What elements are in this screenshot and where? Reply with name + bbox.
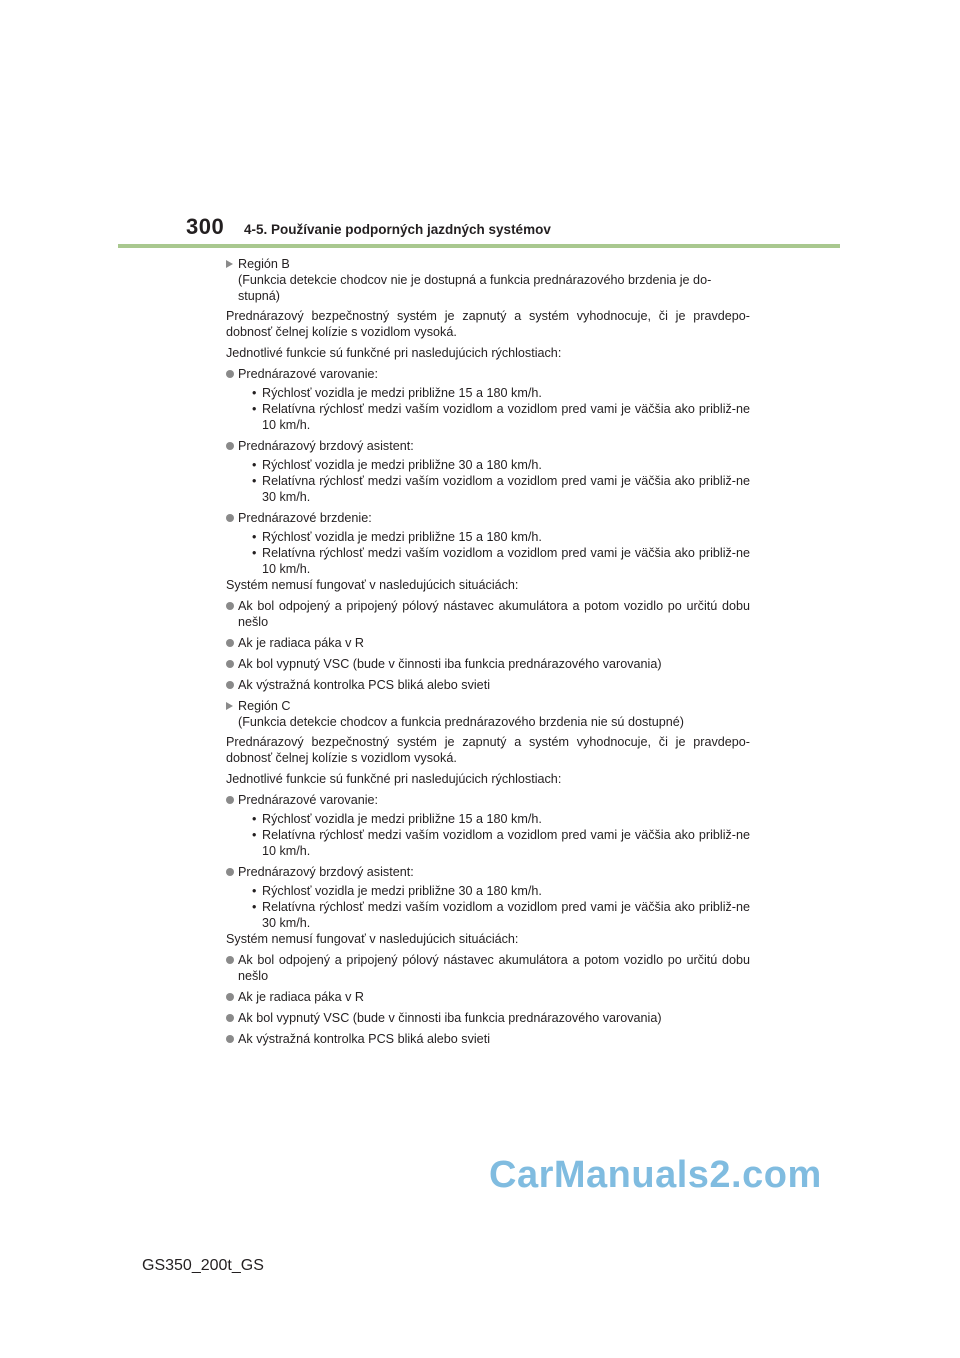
header-rule — [118, 244, 840, 248]
condition-text: Rýchlosť vozidla je medzi približne 15 a 180 km/h. — [262, 530, 542, 544]
speeds-lead: Jednotlivé funkcie sú funkčné pri nasledujúcich rýchlostiach: — [226, 772, 562, 786]
bullet-dot-icon — [226, 993, 234, 1001]
condition-item: • Relatívna rýchlosť medzi vaším vozidlom a vozidlom pred vami je väčšia ako približ-ne 30 km/h. — [252, 474, 750, 504]
function-name: Prednárazové varovanie: — [238, 367, 379, 381]
bullet-dot-icon — [226, 956, 234, 964]
situation-item — [226, 952, 750, 984]
situation-item — [226, 635, 750, 651]
region-b-heading — [226, 256, 750, 304]
condition-item: • Relatívna rýchlosť medzi vaším vozidlom a vozidlom pred vami je väčšia ako približ-ne 10 km/h. — [252, 828, 750, 858]
situation-text: Ak výstražná kontrolka PCS bliká alebo svieti — [238, 1032, 490, 1046]
page-number: 300 — [186, 214, 225, 239]
bullet-dot-icon — [226, 1014, 234, 1022]
intro-paragraph: Prednárazový bezpečnostný systém je zapnutý a systém vyhodnocuje, či je pravdepo-dobnosť čelnej kolízie s vozidlom vysoká. — [226, 309, 750, 339]
condition-list — [238, 385, 750, 433]
condition-text: Relatívna rýchlosť medzi vaším vozidlom a vozidlom pred vami je väčšia ako približ-ne 30 km/h. — [262, 474, 750, 504]
situation-item — [226, 1010, 750, 1026]
condition-text: Relatívna rýchlosť medzi vaším vozidlom a vozidlom pred vami je väčšia ako približ-ne 10 km/h. — [262, 546, 750, 576]
watermark-text: CarManuals2.com — [489, 1154, 822, 1196]
condition-item: • Rýchlosť vozidla je medzi približne 30 a 180 km/h. — [252, 884, 542, 898]
condition-item: • Rýchlosť vozidla je medzi približne 15 a 180 km/h. — [252, 386, 542, 400]
situation-item — [226, 656, 750, 672]
bullet-dot-icon — [226, 660, 234, 668]
condition-item: • Rýchlosť vozidla je medzi približne 15 a 180 km/h. — [252, 530, 542, 544]
bullet-dot-icon — [226, 514, 234, 522]
condition-item: • Relatívna rýchlosť medzi vaším vozidlom a vozidlom pred vami je väčšia ako približ-ne 10 km/h. — [252, 402, 750, 432]
triangle-arrow-icon — [226, 702, 233, 710]
bullet-dot-icon — [226, 1035, 234, 1043]
situation-text: Ak bol odpojený a pripojený pólový nástavec akumulátora a potom vozidlo po určitú dobu nešlo — [238, 599, 750, 629]
triangle-arrow-icon — [226, 260, 233, 268]
situation-text: Ak bol odpojený a pripojený pólový nástavec akumulátora a potom vozidlo po určitú dobu nešlo — [238, 953, 750, 983]
condition-list — [238, 811, 750, 859]
condition-list — [238, 529, 750, 577]
function-name: Prednárazový brzdový asistent: — [238, 865, 414, 879]
page-content — [226, 256, 750, 1052]
situation-text: Ak výstražná kontrolka PCS bliká alebo svieti — [238, 678, 490, 692]
function-item — [226, 792, 750, 859]
not-working-lead: Systém nemusí fungovať v nasledujúcich situáciách: — [226, 578, 519, 592]
condition-item: • Rýchlosť vozidla je medzi približne 30 a 180 km/h. — [252, 458, 542, 472]
bullet-dot-icon — [226, 681, 234, 689]
bullet-dot-icon — [226, 639, 234, 647]
bullet-dot-icon — [226, 602, 234, 610]
condition-text: Rýchlosť vozidla je medzi približne 30 a 180 km/h. — [262, 458, 542, 472]
condition-text: Rýchlosť vozidla je medzi približne 30 a 180 km/h. — [262, 884, 542, 898]
region-note: (Funkcia detekcie chodcov a funkcia prednárazového brzdenia nie sú dostupné) — [238, 715, 684, 729]
situation-text: Ak bol vypnutý VSC (bude v činnosti iba funkcia prednárazového varovania) — [238, 657, 662, 671]
condition-list — [238, 457, 750, 505]
section-title: 4-5. Používanie podporných jazdných systémov — [244, 222, 551, 237]
situation-item — [226, 989, 750, 1005]
bullet-dot-icon — [226, 796, 234, 804]
condition-item: • Rýchlosť vozidla je medzi približne 15 a 180 km/h. — [252, 812, 542, 826]
function-name: Prednárazové varovanie: — [238, 793, 379, 807]
region-note: (Funkcia detekcie chodcov nie je dostupná a funkcia prednárazového brzdenia je do-stupná) — [238, 273, 712, 303]
footer-model-code: GS350_200t_GS — [142, 1257, 264, 1274]
function-name: Prednárazové brzdenie: — [238, 511, 372, 525]
situation-text: Ak je radiaca páka v R — [238, 990, 364, 1004]
bullet-dot-icon — [226, 370, 234, 378]
intro-paragraph: Prednárazový bezpečnostný systém je zapnutý a systém vyhodnocuje, či je pravdepo-dobnosť čelnej kolízie s vozidlom vysoká. — [226, 735, 750, 765]
condition-text: Rýchlosť vozidla je medzi približne 15 a 180 km/h. — [262, 812, 542, 826]
condition-text: Relatívna rýchlosť medzi vaším vozidlom a vozidlom pred vami je väčšia ako približ-ne 10 km/h. — [262, 828, 750, 858]
condition-list — [238, 883, 750, 931]
condition-item: • Relatívna rýchlosť medzi vaším vozidlom a vozidlom pred vami je väčšia ako približ-ne 30 km/h. — [252, 900, 750, 930]
function-name: Prednárazový brzdový asistent: — [238, 439, 414, 453]
condition-text: Rýchlosť vozidla je medzi približne 15 a 180 km/h. — [262, 386, 542, 400]
speeds-lead: Jednotlivé funkcie sú funkčné pri nasledujúcich rýchlostiach: — [226, 346, 562, 360]
condition-item: • Relatívna rýchlosť medzi vaším vozidlom a vozidlom pred vami je väčšia ako približ-ne 10 km/h. — [252, 546, 750, 576]
situation-text: Ak je radiaca páka v R — [238, 636, 364, 650]
bullet-dot-icon — [226, 868, 234, 876]
bullet-dot-icon — [226, 442, 234, 450]
not-working-lead: Systém nemusí fungovať v nasledujúcich situáciách: — [226, 932, 519, 946]
situation-item — [226, 677, 750, 693]
situation-item — [226, 598, 750, 630]
region-title: Región B — [238, 257, 290, 271]
function-item — [226, 366, 750, 433]
function-item — [226, 510, 750, 577]
region-title: Región C — [238, 699, 291, 713]
function-item — [226, 864, 750, 931]
function-item — [226, 438, 750, 505]
situation-item — [226, 1031, 750, 1047]
condition-text: Relatívna rýchlosť medzi vaším vozidlom a vozidlom pred vami je väčšia ako približ-ne 10 km/h. — [262, 402, 750, 432]
condition-text: Relatívna rýchlosť medzi vaším vozidlom a vozidlom pred vami je väčšia ako približ-ne 30 km/h. — [262, 900, 750, 930]
situation-text: Ak bol vypnutý VSC (bude v činnosti iba funkcia prednárazového varovania) — [238, 1011, 662, 1025]
region-c-heading — [226, 698, 750, 730]
